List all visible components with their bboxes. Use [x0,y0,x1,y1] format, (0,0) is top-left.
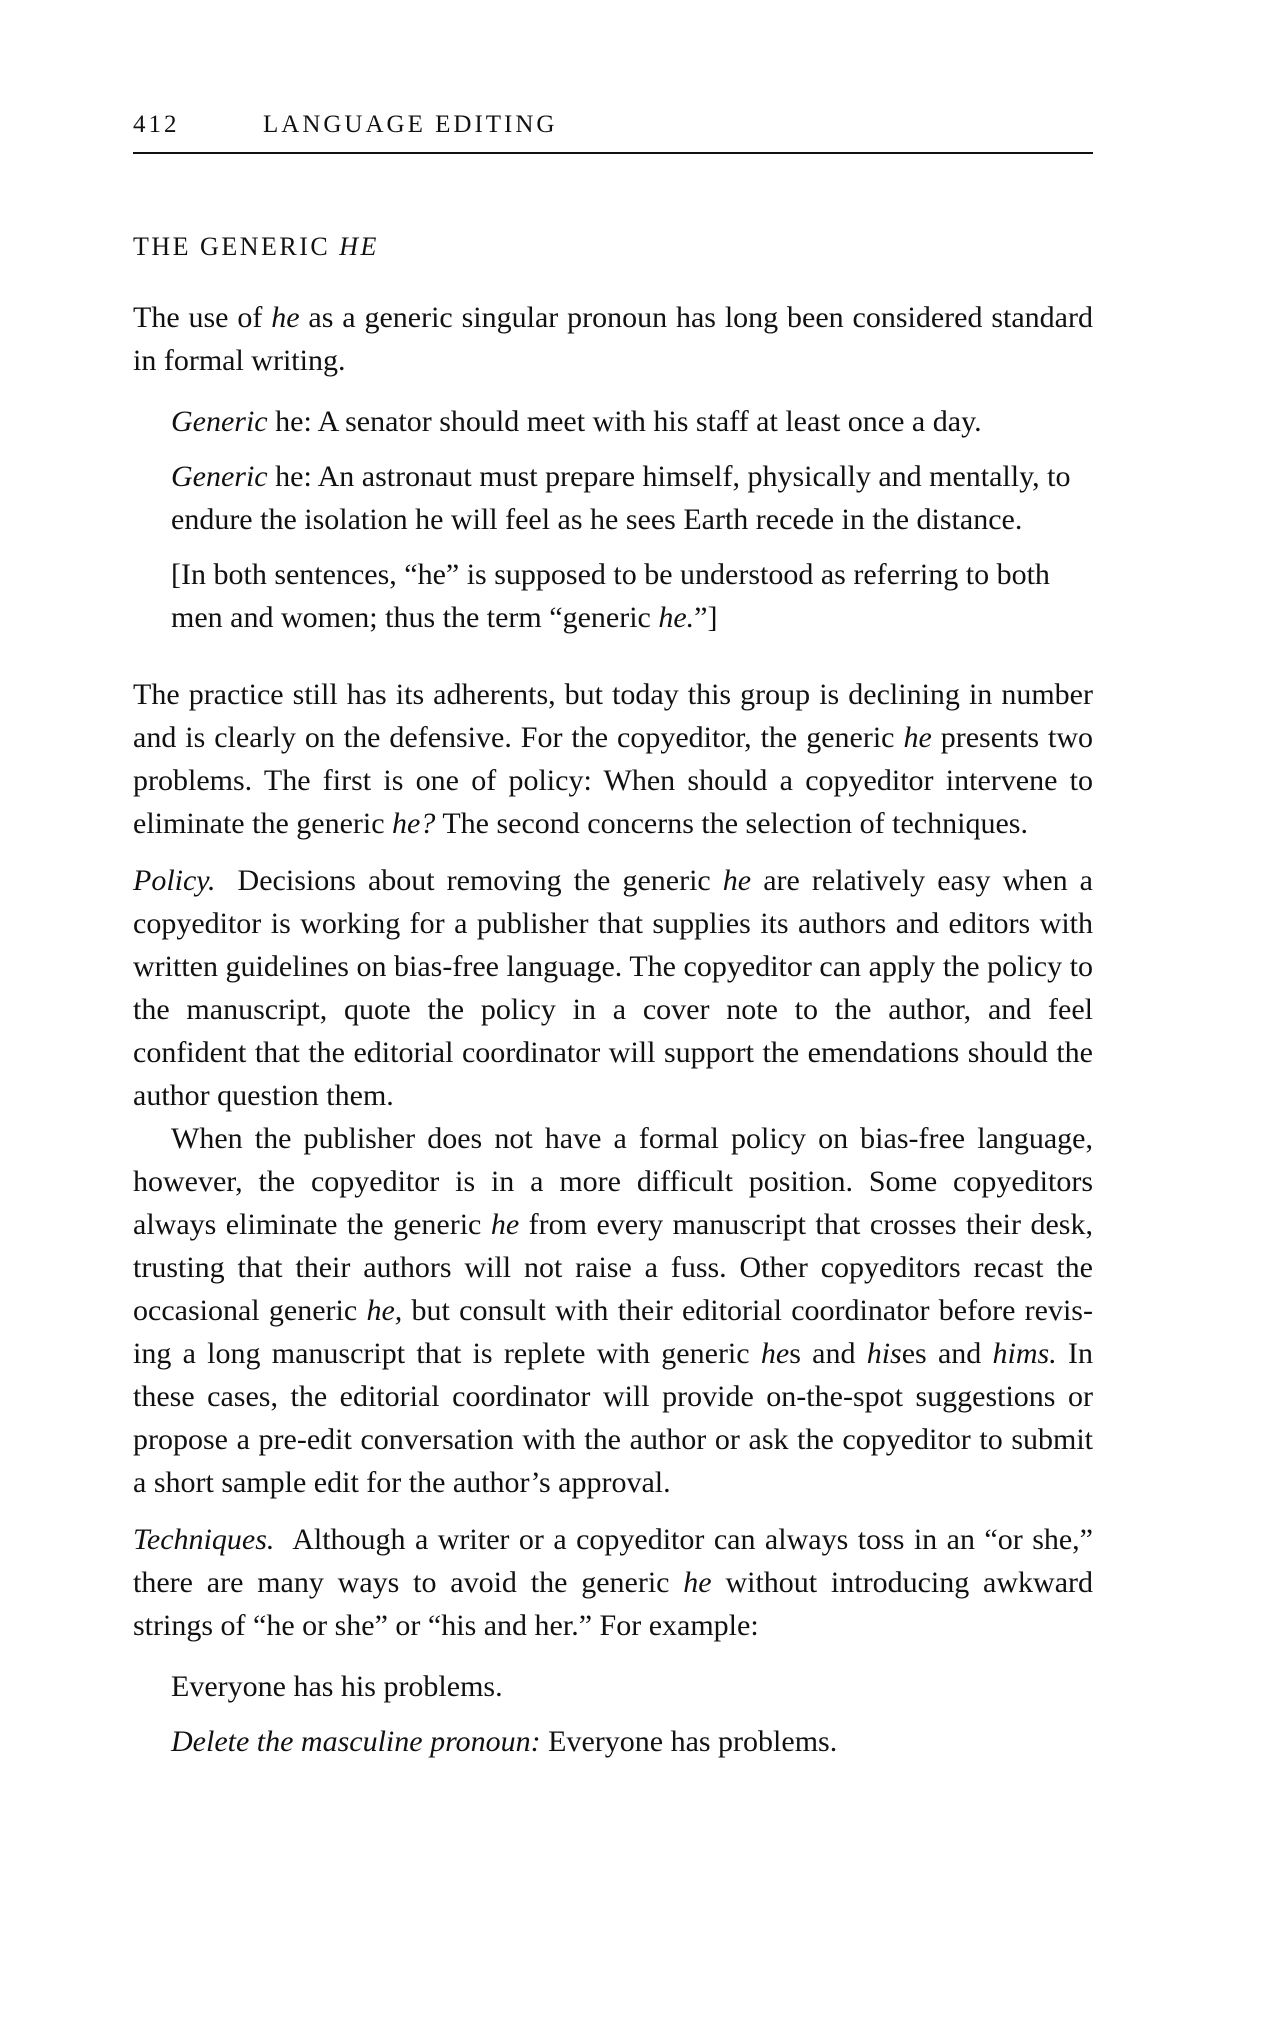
italic-term: he. [658,601,695,634]
italic-term: he, [366,1294,403,1327]
italic-term: he [683,1566,712,1599]
section-heading [133,230,1093,264]
example-3 [171,1665,1093,1708]
text-run: from every manuscript that crosses their desk, trusting that their authors will not raise a fuss. Other copyeditors recast the occasional generic [133,1208,1093,1327]
text-run: are relatively easy when a copyeditor is working for a publisher that supplies its authors and editors with written guidelines on bias-free language. The copyeditor can apply the policy to the manuscript, quote the policy in a cover note to the author, and feel confident that the editorial coordinator will support the emendations should the author question them. [133,864,1093,1112]
italic-term: he [271,301,300,334]
paragraph-policy [133,859,1093,1117]
section-heading-italic: HE [339,232,379,261]
note-text: [In both sentences, “he” is supposed to be understood as referring to both men and women; thus the term “generic [171,558,1050,634]
text-run: The use of [133,301,272,334]
example-text: Everyone has problems. [540,1725,838,1758]
running-head [133,110,1093,140]
header-rule [133,152,1093,154]
note-text: ”] [694,601,718,634]
italic-term: his [866,1337,902,1370]
text-run: Decisions about removing the generic [225,864,723,897]
example-1 [171,400,1093,443]
paragraph-intro [133,296,1093,382]
section-heading-text: THE GENERIC [133,232,340,261]
text-run: presents two problems. The first is one of policy: When should a copyeditor intervene to eliminate the generic [133,721,1093,840]
text-run: When the publisher does not have a formal policy on bias-free language, however, the copyeditor is in a more difficult position. Some copyeditors always eliminate the generic [133,1122,1093,1241]
italic-term: he [490,1208,520,1241]
paragraph-techniques [133,1518,1093,1647]
example-note [171,553,1093,639]
italic-term: he? [392,807,436,840]
text-run: In these cases, the editorial coordinator will provide on-the-spot suggestions or propose a pre-edit conversation with the author or ask the copyeditor to submit a short sample edit for the author’s approval. [133,1337,1093,1499]
paragraph-publisher [133,1117,1093,1504]
running-title: LANGUAGE EDITING [263,111,558,138]
run-in-head-policy: Policy. [133,864,216,897]
example-label: Generic [171,460,268,493]
italic-term: he [760,1337,790,1370]
italic-term: he [722,864,752,897]
example-label: Generic [171,405,268,438]
example-text: he: An astronaut must prepare himself, physically and mentally, to endure the isolation he will feel as he sees Earth recede in the distance. [171,460,1071,536]
text-run: but consult with their editorial coordinator before revising a long manuscript that is replete with generic [133,1294,1093,1370]
text-run: The second concerns the selection of techniques. [435,807,1028,840]
example-2 [171,455,1093,541]
text-run: es and [901,1337,993,1370]
italic-term: hims. [992,1337,1057,1370]
body-text [133,230,1093,1763]
text-run: as a generic singular pronoun has long been considered standard in formal writing. [133,301,1093,377]
italic-term: he [903,721,932,754]
text-run: Although a writer or a copyeditor can always toss in an “or she,” there are many ways to avoid the generic [133,1523,1093,1599]
example-text: Everyone has his problems. [171,1670,503,1703]
example-label: Delete the masculine pronoun: [171,1725,541,1758]
text-run: without introducing awkward strings of “he or she” or “his and her.” For example: [133,1566,1093,1642]
example-4 [171,1720,1093,1763]
example-text: he: A senator should meet with his staff at least once a day. [267,405,982,438]
page-number: 412 [133,111,180,138]
text-run: The practice still has its adherents, but today this group is declining in number and is clearly on the defensive. For the copyeditor, the generic [133,678,1093,754]
text-run: s and [789,1337,867,1370]
run-in-head-techniques: Techniques. [133,1523,275,1556]
paragraph-practice [133,673,1093,845]
